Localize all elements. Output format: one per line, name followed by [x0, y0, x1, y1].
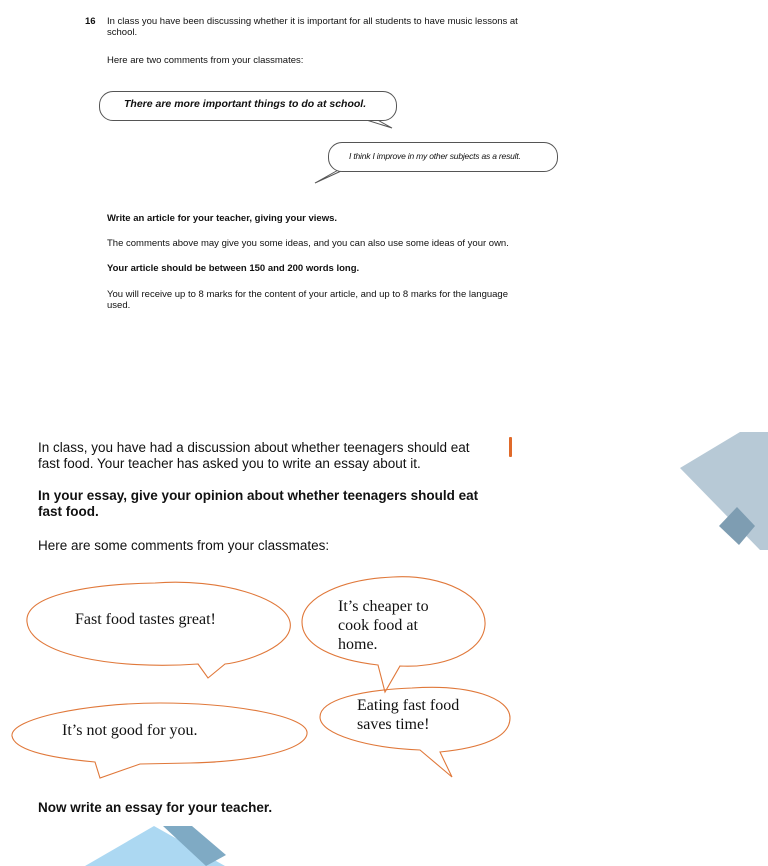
deco-diamond-right-large: [680, 432, 768, 550]
speech-bubble-top-2: [328, 142, 558, 172]
question-intro-line1: In class you have been discussing whether it is important for all students to have music lessons at: [107, 16, 518, 27]
bubble-not-good-text: It’s not good for you.: [62, 722, 198, 739]
essay-intro-line1: In class, you have had a discussion about whether teenagers should eat: [38, 440, 470, 455]
bubble-top-1-text: There are more important things to do at school.: [124, 98, 367, 110]
orange-bubbles: [12, 577, 510, 778]
question-number: 16: [85, 16, 96, 27]
bubble-saves-line1: Eating fast food: [357, 697, 460, 714]
closing-instruction: Now write an essay for your teacher.: [38, 800, 273, 815]
bubble-fast-food-outline: [27, 582, 290, 678]
essay-task-line2: fast food.: [38, 504, 99, 519]
question-intro-line2: school.: [107, 27, 138, 38]
speech-bubble-top-1: [99, 91, 397, 121]
comments-intro-top: Here are two comments from your classmates:: [107, 55, 304, 66]
bubble-not-good-outline: [12, 703, 307, 778]
essay-intro: [38, 440, 518, 472]
bubble-saves-line2: saves time!: [357, 716, 430, 733]
instruction-write-article: Write an article for your teacher, giving your views.: [107, 213, 338, 224]
bubble-top-2-text: I think I improve in my other subjects as a result.: [349, 151, 521, 161]
instruction-ideas: The comments above may give you some ideas, and you can also use some ideas of your own.: [107, 238, 509, 249]
bubble-cheaper-line3: home.: [338, 636, 378, 653]
marks-info-line2: used.: [107, 300, 131, 311]
bubble-cheaper-line2: cook food at: [338, 617, 418, 634]
essay-intro-line2: fast food. Your teacher has asked you to write an essay about it.: [38, 456, 421, 471]
instruction-length: Your article should be between 150 and 200 words long.: [107, 263, 360, 274]
essay-task-line1: In your essay, give your opinion about whether teenagers should eat: [38, 488, 479, 503]
marks-info: [107, 289, 587, 311]
bubble-fast-food-text: Fast food tastes great!: [75, 611, 216, 628]
bubble-cheaper-text: [338, 597, 429, 654]
bubble-saves-text: [357, 696, 459, 734]
comments-intro-bottom: Here are some comments from your classmates:: [38, 538, 330, 553]
bubble-cheaper-line1: It’s cheaper to: [338, 598, 429, 615]
essay-task: [38, 488, 518, 520]
question-intro: [107, 16, 587, 38]
marks-info-line1: You will receive up to 8 marks for the content of your article, and up to 8 marks for the language: [107, 289, 508, 300]
